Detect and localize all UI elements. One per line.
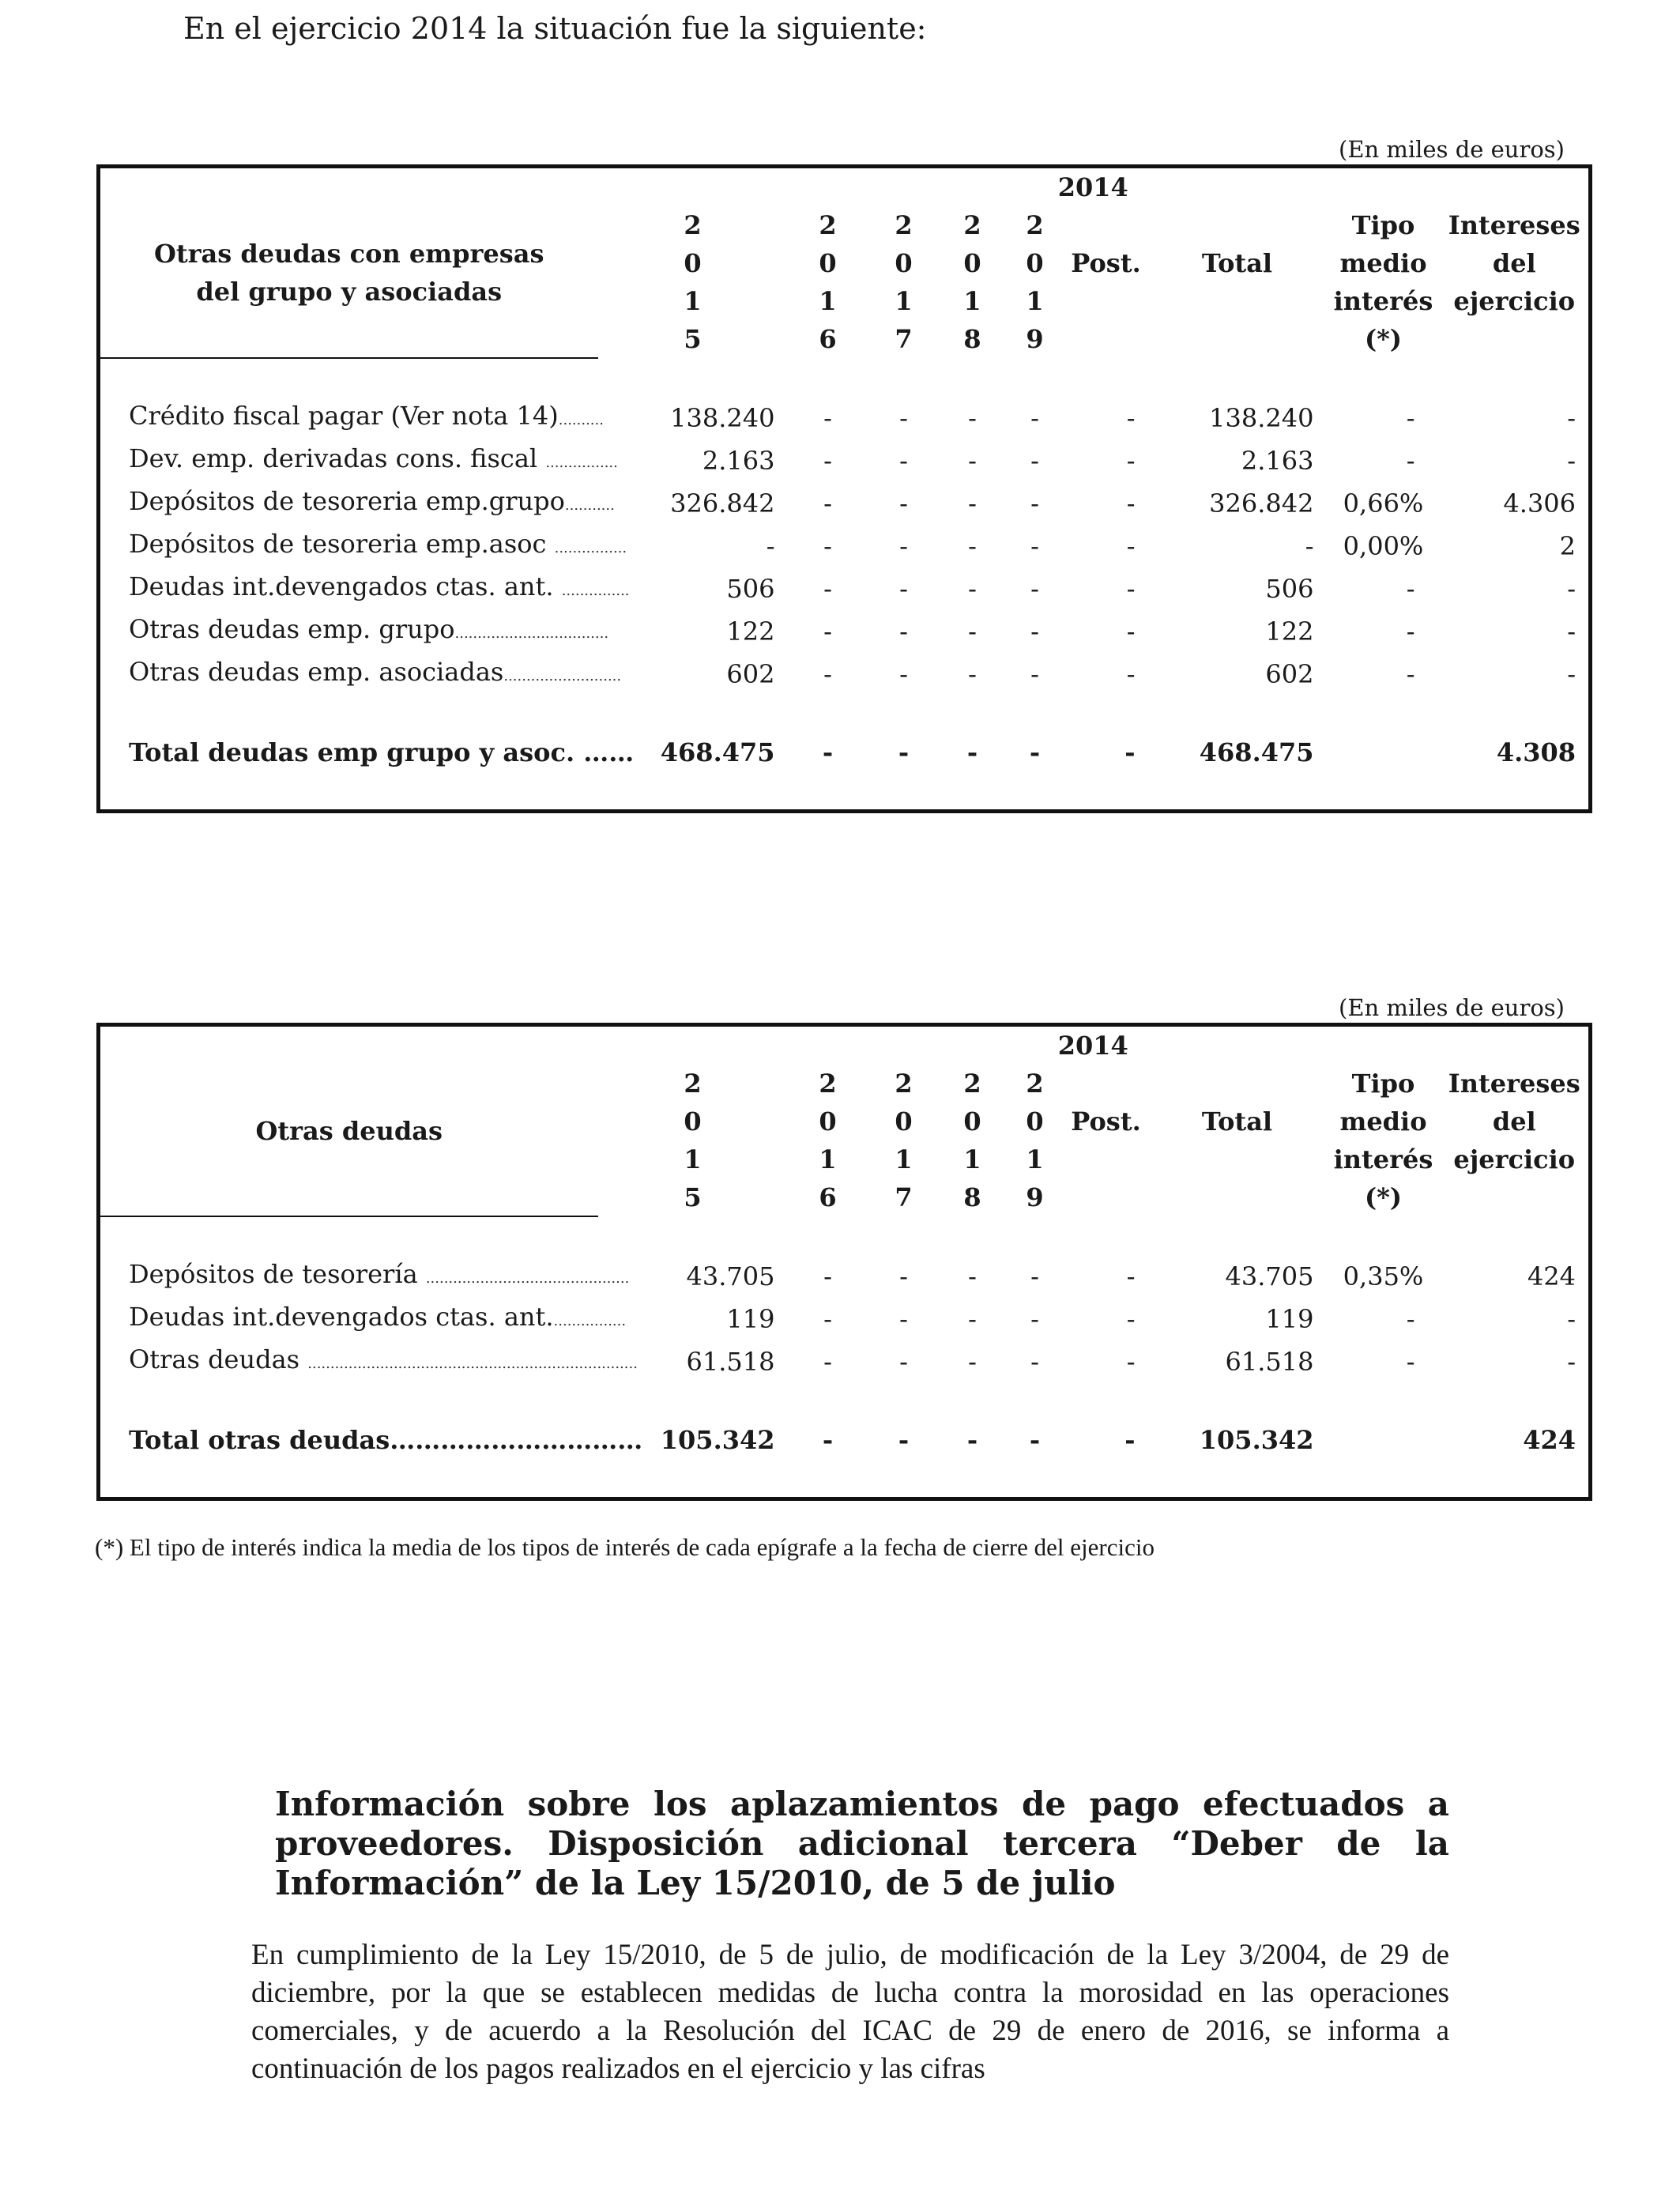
value-y16: - xyxy=(823,531,832,561)
post-col-header xyxy=(1064,1065,1148,1103)
value-post: - xyxy=(1126,659,1136,689)
tipo-col-header: (*) xyxy=(1364,1182,1402,1212)
value-total: 602 xyxy=(1265,659,1314,689)
spacer-cell xyxy=(1006,1459,1064,1499)
year-col-digit: 1 xyxy=(684,1144,702,1174)
spacer-cell xyxy=(1148,1459,1327,1499)
value-y18: - xyxy=(968,403,977,433)
value-intereses: 2 xyxy=(1559,531,1576,561)
leader-dots: .......................... xyxy=(503,668,622,684)
value-y17: - xyxy=(899,616,908,647)
leader-dots: .......... xyxy=(558,412,604,428)
value-tipo: - xyxy=(1406,446,1415,476)
spacer-cell xyxy=(940,358,1006,397)
spacer-cell xyxy=(1148,1216,1327,1255)
total-col-header xyxy=(1148,1140,1327,1178)
value-tipo: - xyxy=(1406,659,1415,689)
intereses-col-header xyxy=(1441,1178,1591,1216)
row-label-text: Deudas int.devengados ctas. ant. xyxy=(129,571,562,601)
value-y16: - xyxy=(823,616,832,647)
intereses-col-header xyxy=(1441,320,1591,358)
spacer-cell xyxy=(1148,1383,1327,1421)
year-col-digit: 1 xyxy=(684,286,702,316)
year-col-digit: 2 xyxy=(1026,210,1044,240)
intereses-col-header: Intereses xyxy=(1448,210,1580,240)
value-intereses: - xyxy=(1567,659,1576,689)
value-y16: - xyxy=(823,659,832,689)
value-total: 61.518 xyxy=(1225,1347,1314,1377)
post-col-header xyxy=(1064,1178,1148,1216)
spacer-cell xyxy=(1327,1459,1441,1499)
value-total: - xyxy=(1305,531,1314,561)
year-col-digit: 0 xyxy=(963,248,981,278)
spacer-cell xyxy=(1064,771,1148,812)
row-label-text: Depósitos de tesoreria emp.asoc xyxy=(129,529,555,559)
spacer-cell xyxy=(940,1216,1006,1255)
total-col-header xyxy=(1148,206,1327,244)
value-total: 468.475 xyxy=(1199,737,1314,767)
value-intereses: 4.306 xyxy=(1503,488,1576,518)
spacer-cell xyxy=(1148,696,1327,733)
value-tipo: - xyxy=(1406,1347,1415,1377)
value-y19: - xyxy=(1030,574,1039,604)
value-y19: - xyxy=(1030,1304,1039,1334)
value-total: 119 xyxy=(1265,1304,1314,1334)
value-2015: 43.705 xyxy=(686,1261,775,1291)
spacer-cell xyxy=(1064,1459,1148,1499)
year-col-digit: 2 xyxy=(819,1069,837,1099)
value-y18: - xyxy=(966,1425,978,1455)
value-y16: - xyxy=(822,737,834,767)
leader-dots: ................ xyxy=(554,540,627,556)
value-y17: - xyxy=(898,737,910,767)
year-col-digit: 9 xyxy=(1026,324,1044,354)
row-label-text: Depósitos de tesoreria emp.grupo xyxy=(129,486,565,516)
year-col-digit: 1 xyxy=(895,286,913,316)
value-y19: - xyxy=(1030,1347,1039,1377)
value-2015: - xyxy=(766,531,775,561)
year-col-digit: 1 xyxy=(963,1144,981,1174)
row-label xyxy=(99,1298,627,1340)
value-2015: 468.475 xyxy=(660,737,775,767)
total-row-label xyxy=(99,733,635,771)
spacer-cell xyxy=(598,1216,788,1255)
total-col-header: Total xyxy=(1201,1106,1273,1137)
value-tipo xyxy=(1327,733,1441,771)
value-y18: - xyxy=(968,1347,977,1377)
spacer-cell xyxy=(1327,771,1441,812)
spacer-cell xyxy=(598,1383,788,1421)
leader-dots: ........... xyxy=(564,497,615,514)
value-tipo: - xyxy=(1406,1304,1415,1334)
value-intereses: 424 xyxy=(1527,1261,1576,1291)
row-label-text: Crédito fiscal pagar (Ver nota 14) xyxy=(129,401,559,431)
year-col-digit: 0 xyxy=(895,1106,913,1137)
year-col-digit: 6 xyxy=(819,1182,837,1212)
spacer-cell xyxy=(868,696,940,733)
year-col-digit: 2 xyxy=(895,210,913,240)
spacer-cell xyxy=(868,1459,940,1499)
value-y18: - xyxy=(968,446,977,476)
value-y19: - xyxy=(1030,659,1039,689)
value-2015: 119 xyxy=(726,1304,775,1334)
leader-dots: ................ xyxy=(553,1313,627,1329)
spacer-cell xyxy=(788,1459,868,1499)
spacer-cell xyxy=(940,771,1006,812)
value-2015: 602 xyxy=(726,659,775,689)
year-col-digit: 2 xyxy=(684,210,702,240)
post-col-header xyxy=(1064,320,1148,358)
value-y19: - xyxy=(1029,1425,1041,1455)
spacer-cell xyxy=(788,1383,868,1421)
spacer-cell xyxy=(1327,1216,1441,1255)
year-col-digit: 0 xyxy=(819,1106,837,1137)
spacer-cell xyxy=(598,771,788,812)
value-tipo: - xyxy=(1406,403,1415,433)
spacer-cell xyxy=(99,1383,598,1421)
value-y16: - xyxy=(823,1304,832,1334)
spacer-cell xyxy=(598,358,788,397)
year-col-digit: 2 xyxy=(895,1069,913,1099)
value-y18: - xyxy=(968,574,977,604)
value-post: - xyxy=(1124,1425,1136,1455)
row-label-text: Otras deudas emp. asociadas xyxy=(129,657,504,687)
table-title-line: Otras deudas con empresas xyxy=(154,238,544,269)
value-total: 326.842 xyxy=(1209,488,1314,518)
value-y16: - xyxy=(823,446,832,476)
year-col-digit: 0 xyxy=(895,248,913,278)
value-y18: - xyxy=(968,1261,977,1291)
year-col-digit: 5 xyxy=(684,324,702,354)
spacer-cell xyxy=(1006,1216,1064,1255)
spacer-cell xyxy=(1441,1383,1591,1421)
spacer-cell xyxy=(868,1216,940,1255)
total-col-header xyxy=(1148,282,1327,320)
value-2015: 61.518 xyxy=(686,1347,775,1377)
spacer-cell xyxy=(598,1459,788,1499)
spacer-cell xyxy=(99,1459,598,1499)
section-heading: Información sobre los aplazamientos de pago efectuados a proveedores. Disposición adicional tercera “Deber de la Información” de la Ley 15/2010, de 5 de julio xyxy=(275,1785,1449,1902)
intereses-col-header: del xyxy=(1492,1106,1536,1137)
spacer-cell xyxy=(99,1216,598,1255)
row-label-text: Depósitos de tesorería xyxy=(129,1259,426,1289)
row-label-text: Deudas int.devengados ctas. ant. xyxy=(129,1302,554,1332)
year-col-digit: 0 xyxy=(684,1106,702,1137)
spacer-cell xyxy=(99,696,598,733)
value-y18: - xyxy=(968,488,977,518)
value-2015: 122 xyxy=(726,616,775,647)
year-col-digit: 8 xyxy=(963,324,981,354)
post-col-header xyxy=(1064,282,1148,320)
row-label xyxy=(99,567,630,610)
value-tipo xyxy=(1327,1421,1441,1459)
intereses-col-header: ejercicio xyxy=(1453,1144,1576,1174)
value-2015: 105.342 xyxy=(660,1425,775,1455)
spacer-cell xyxy=(1327,1383,1441,1421)
year-col-digit: 1 xyxy=(819,286,837,316)
spacer-cell xyxy=(940,1459,1006,1499)
year-col-digit: 0 xyxy=(1026,248,1044,278)
spacer-cell xyxy=(788,1216,868,1255)
year-col-digit: 2 xyxy=(1026,1069,1044,1099)
row-label xyxy=(99,653,622,696)
value-y19: - xyxy=(1030,616,1039,647)
leader-dots: ......................................................................... xyxy=(307,1355,638,1372)
value-intereses: - xyxy=(1567,1304,1576,1334)
spacer-cell xyxy=(1441,358,1591,397)
spacer-cell xyxy=(1148,358,1327,397)
row-label xyxy=(99,1340,638,1383)
leader-dots: .................................. xyxy=(454,625,609,642)
value-tipo: 0,66% xyxy=(1343,488,1424,518)
value-post: - xyxy=(1126,403,1136,433)
row-label xyxy=(99,397,604,439)
value-y17: - xyxy=(898,1425,910,1455)
spacer-cell xyxy=(788,771,868,812)
value-total: 138.240 xyxy=(1209,403,1314,433)
intro-text: En el ejercicio 2014 la situación fue la siguiente: xyxy=(183,11,927,46)
total-col-header xyxy=(1148,320,1327,358)
value-y16: - xyxy=(823,1347,832,1377)
row-label xyxy=(99,439,618,482)
value-y18: - xyxy=(968,531,977,561)
value-y17: - xyxy=(899,1347,908,1377)
post-col-header xyxy=(1064,1140,1148,1178)
spacer-cell xyxy=(788,696,868,733)
table-title-line: del grupo y asociadas xyxy=(196,276,503,307)
year-col-digit: 5 xyxy=(684,1182,702,1212)
intereses-col-header: Intereses xyxy=(1448,1069,1580,1099)
year-col-digit: 0 xyxy=(963,1106,981,1137)
leader-dots: ................ xyxy=(545,454,618,471)
tipo-col-header: interés xyxy=(1333,1144,1433,1174)
value-tipo: - xyxy=(1406,574,1415,604)
year-col-digit: 2 xyxy=(963,210,981,240)
intereses-col-header: del xyxy=(1492,248,1536,278)
spacer-cell xyxy=(99,771,598,812)
spacer-cell xyxy=(1148,771,1327,812)
total-col-header xyxy=(1148,1178,1327,1216)
value-total: 105.342 xyxy=(1199,1425,1314,1455)
year-col-digit: 1 xyxy=(819,1144,837,1174)
year-col-digit: 2 xyxy=(963,1069,981,1099)
value-post: - xyxy=(1126,574,1136,604)
value-post: - xyxy=(1126,1261,1136,1291)
value-tipo: 0,00% xyxy=(1343,531,1424,561)
value-y17: - xyxy=(899,531,908,561)
year-col-digit: 8 xyxy=(963,1182,981,1212)
spacer-cell xyxy=(1441,1459,1591,1499)
table-title xyxy=(99,167,598,359)
year-col-digit: 7 xyxy=(895,324,913,354)
value-intereses: 424 xyxy=(1523,1425,1576,1455)
spacer-cell xyxy=(1327,696,1441,733)
row-label-text: Dev. emp. derivadas cons. fiscal xyxy=(129,443,546,473)
year-col-digit: 0 xyxy=(684,248,702,278)
year-col-digit: 0 xyxy=(1026,1106,1044,1137)
group-debts-table xyxy=(96,164,1592,813)
year-col-digit: 0 xyxy=(819,248,837,278)
spacer-cell xyxy=(940,696,1006,733)
value-post: - xyxy=(1126,531,1136,561)
value-total: 122 xyxy=(1265,616,1314,647)
row-label xyxy=(99,610,609,653)
year-col-digit: 1 xyxy=(1026,286,1044,316)
spacer-cell xyxy=(1064,1383,1148,1421)
value-y16: - xyxy=(822,1425,834,1455)
year-col-digit: 6 xyxy=(819,324,837,354)
tipo-col-header: interés xyxy=(1333,286,1433,316)
leader-dots: ............... xyxy=(561,582,630,599)
value-y18: - xyxy=(968,659,977,689)
value-post: - xyxy=(1126,1347,1136,1377)
value-y16: - xyxy=(823,403,832,433)
value-y17: - xyxy=(899,1261,908,1291)
year-col-digit: 1 xyxy=(963,286,981,316)
post-col-header xyxy=(1064,206,1148,244)
total-row-label xyxy=(99,1421,643,1459)
table-title xyxy=(99,1025,598,1217)
post-col-header: Post. xyxy=(1071,1106,1141,1137)
value-post: - xyxy=(1124,737,1136,767)
spacer-cell xyxy=(1441,771,1591,812)
intereses-col-header: ejercicio xyxy=(1453,286,1576,316)
total-col-header xyxy=(1148,1065,1327,1103)
spacer-cell xyxy=(1006,358,1064,397)
value-intereses: - xyxy=(1567,446,1576,476)
total-col-header: Total xyxy=(1201,248,1273,278)
value-y19: - xyxy=(1030,403,1039,433)
value-y17: - xyxy=(899,446,908,476)
value-y17: - xyxy=(899,659,908,689)
spacer-cell xyxy=(1064,1216,1148,1255)
value-intereses: - xyxy=(1567,403,1576,433)
row-label-text: Otras deudas emp. grupo xyxy=(129,614,455,644)
section-paragraph: En cumplimiento de la Ley 15/2010, de 5 de julio, de modificación de la Ley 3/2004, de 29 de diciembre, por la que se establecen medidas de lucha contra la morosidad en las operaciones comerciales, y de acuerdo a la Resolución del ICAC de 29 de enero de 2016, se informa a continuación de los pagos realizados en el ejercicio y las cifras xyxy=(251,1939,1449,2085)
spacer-cell xyxy=(1441,1216,1591,1255)
value-total: 43.705 xyxy=(1225,1261,1314,1291)
value-y16: - xyxy=(823,1261,832,1291)
year-col-digit: 1 xyxy=(895,1144,913,1174)
tipo-col-header: medio xyxy=(1339,1106,1427,1137)
row-label xyxy=(99,482,615,525)
value-y19: - xyxy=(1029,737,1041,767)
year-col-digit: 2 xyxy=(684,1069,702,1099)
value-post: - xyxy=(1126,446,1136,476)
units-label-1: (En miles de euros) xyxy=(1339,136,1565,163)
year-col-digit: 9 xyxy=(1026,1182,1044,1212)
value-intereses: - xyxy=(1567,574,1576,604)
row-label-text: Total otras deudas………………………… xyxy=(129,1425,643,1455)
value-y17: - xyxy=(899,574,908,604)
footnote: (*) El tipo de interés indica la media de los tipos de interés de cada epígrafe a la fecha de cierre del ejercicio xyxy=(95,1533,1155,1561)
spacer-cell xyxy=(1064,696,1148,733)
value-intereses: - xyxy=(1567,616,1576,647)
table-title-line: Otras deudas xyxy=(255,1115,443,1146)
spacer-cell xyxy=(1327,358,1441,397)
tipo-col-header: (*) xyxy=(1364,324,1402,354)
year-header: 2014 xyxy=(1057,172,1128,202)
spacer-cell xyxy=(99,358,598,397)
value-y19: - xyxy=(1030,531,1039,561)
spacer-cell xyxy=(868,358,940,397)
spacer-cell xyxy=(868,1383,940,1421)
value-y19: - xyxy=(1030,488,1039,518)
row-label-text: Otras deudas xyxy=(129,1344,308,1374)
value-2015: 138.240 xyxy=(670,403,775,433)
spacer-cell xyxy=(1006,771,1064,812)
value-2015: 2.163 xyxy=(702,446,775,476)
tipo-col-header: medio xyxy=(1339,248,1427,278)
value-y19: - xyxy=(1030,1261,1039,1291)
value-post: - xyxy=(1126,616,1136,647)
spacer-cell xyxy=(1006,696,1064,733)
post-col-header: Post. xyxy=(1071,248,1141,278)
year-col-digit: 1 xyxy=(1026,1144,1044,1174)
spacer-cell xyxy=(868,771,940,812)
value-tipo: 0,35% xyxy=(1343,1261,1424,1291)
value-tipo: - xyxy=(1406,616,1415,647)
units-label-2: (En miles de euros) xyxy=(1339,994,1565,1021)
value-total: 506 xyxy=(1265,574,1314,604)
tipo-col-header: Tipo xyxy=(1351,1069,1415,1099)
value-y18: - xyxy=(966,737,978,767)
value-intereses: - xyxy=(1567,1347,1576,1377)
value-y16: - xyxy=(823,574,832,604)
value-y17: - xyxy=(899,403,908,433)
value-y17: - xyxy=(899,1304,908,1334)
spacer-cell xyxy=(1006,1383,1064,1421)
value-y17: - xyxy=(899,488,908,518)
value-y19: - xyxy=(1030,446,1039,476)
spacer-cell xyxy=(940,1383,1006,1421)
other-debts-table xyxy=(96,1023,1592,1501)
spacer-cell xyxy=(1441,696,1591,733)
value-y16: - xyxy=(823,488,832,518)
year-header: 2014 xyxy=(1057,1031,1128,1061)
value-y18: - xyxy=(968,616,977,647)
value-2015: 326.842 xyxy=(670,488,775,518)
spacer-cell xyxy=(1064,358,1148,397)
row-label xyxy=(99,525,627,567)
value-post: - xyxy=(1126,1304,1136,1334)
tipo-col-header: Tipo xyxy=(1351,210,1415,240)
value-y18: - xyxy=(968,1304,977,1334)
row-label-text: Total deudas emp grupo y asoc. …… xyxy=(129,737,635,767)
year-col-digit: 2 xyxy=(819,210,837,240)
value-intereses: 4.308 xyxy=(1496,737,1576,767)
spacer-cell xyxy=(598,696,788,733)
value-2015: 506 xyxy=(726,574,775,604)
row-label xyxy=(99,1255,630,1298)
value-post: - xyxy=(1126,488,1136,518)
leader-dots: ............................................. xyxy=(425,1270,630,1287)
spacer-cell xyxy=(788,358,868,397)
year-col-digit: 7 xyxy=(895,1182,913,1212)
value-total: 2.163 xyxy=(1241,446,1314,476)
